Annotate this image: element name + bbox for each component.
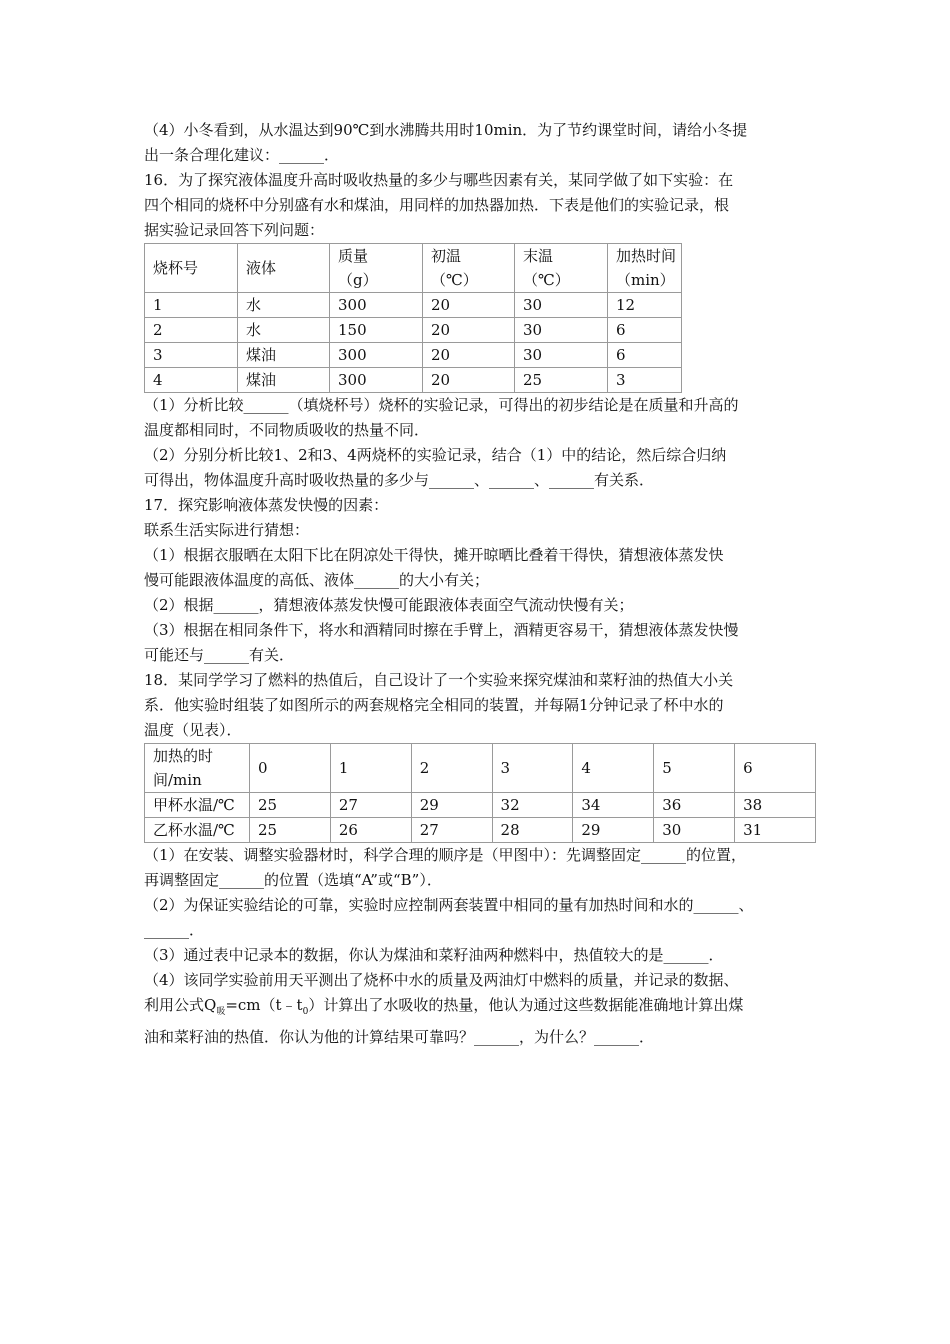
text-line: 可得出，物体温度升高时吸收热量的多少与______、______、______有关系． — [144, 471, 655, 489]
table-row — [145, 793, 816, 818]
table-cell: 27 — [411, 818, 492, 843]
text-line: （3）根据在相同条件下，将水和酒精同时擦在手臂上，酒精更容易干，猜想液体蒸发快慢 — [144, 621, 739, 639]
header-cell: 0 — [250, 744, 331, 793]
header-cell: 2 — [411, 744, 492, 793]
table-cell: 30 — [515, 343, 608, 368]
text-line: 18．某同学学习了燃料的热值后，自己设计了一个实验来探究煤油和菜籽油的热值大小关 — [144, 671, 734, 689]
header-cell: 加热时间 （min） — [608, 244, 682, 293]
table-cell: 32 — [492, 793, 573, 818]
table-cell: 水 — [238, 293, 330, 318]
question-15-4 — [144, 118, 816, 168]
text-line: 温度（见表）． — [144, 721, 242, 739]
table-cell: 25 — [250, 818, 331, 843]
table-cell: 6 — [608, 343, 682, 368]
formula-line: 利用公式$Q_吸=cm(t﹣t_0)$计算出了水吸收的热量，他认为通过这些数据能准确地计算出煤 — [144, 996, 744, 1017]
header-cell: 5 — [654, 744, 735, 793]
table-cell: 3 — [608, 368, 682, 393]
text-line: （1）分析比较______（填烧杯号）烧杯的实验记录，可得出的初步结论是在质量和升高的 — [144, 396, 739, 414]
text-line: 据实验记录回答下列问题： — [144, 221, 325, 239]
table-cell: 150 — [330, 318, 423, 343]
question-16-intro — [144, 168, 816, 243]
text-line: （2）为保证实验结论的可靠，实验时应控制两套装置中相同的量有加热时间和水的______、 — [144, 896, 754, 914]
question-16-sub1 — [144, 393, 816, 443]
table-q18 — [144, 743, 816, 843]
table-cell: 26 — [330, 818, 411, 843]
header-cell: 末温 （℃） — [515, 244, 608, 293]
header-cell: 质量 （g） — [330, 244, 423, 293]
row-label: 乙杯水温/℃ — [145, 818, 250, 843]
text-line: （4）小冬看到，从水温达到90℃到水沸腾共用时10min．为了节约课堂时间，请给小冬提 — [144, 121, 748, 139]
header-cell: 加热的时 间/min — [145, 744, 250, 793]
table-q16 — [144, 243, 682, 393]
table-header-row — [145, 244, 682, 293]
table-cell: 3 — [145, 343, 238, 368]
table-cell: 31 — [735, 818, 816, 843]
text-line: 系．他实验时组装了如图所示的两套规格完全相同的装置，并每隔1分钟记录了杯中水的 — [144, 696, 724, 714]
header-cell: 3 — [492, 744, 573, 793]
table-cell: 12 — [608, 293, 682, 318]
table-cell: 27 — [330, 793, 411, 818]
table-cell: 38 — [735, 793, 816, 818]
table-cell: 300 — [330, 368, 423, 393]
table-cell: 水 — [238, 318, 330, 343]
text-line: 联系生活实际进行猜想： — [144, 521, 310, 539]
question-18-intro — [144, 668, 816, 743]
table-cell: 煤油 — [238, 343, 330, 368]
text-line: 可能还与______有关． — [144, 646, 295, 664]
table-cell: 6 — [608, 318, 682, 343]
table-header-row — [145, 744, 816, 793]
table-cell: 1 — [145, 293, 238, 318]
text-line: （3）通过表中记录本的数据，你认为煤油和菜籽油两种燃料中，热值较大的是______． — [144, 946, 724, 964]
table-cell: 20 — [423, 368, 515, 393]
header-cell: 烧杯号 — [145, 244, 238, 293]
row-label: 甲杯水温/℃ — [145, 793, 250, 818]
table-cell: 300 — [330, 343, 423, 368]
table-cell: 29 — [411, 793, 492, 818]
header-cell: 4 — [573, 744, 654, 793]
text-line: 四个相同的烧杯中分别盛有水和煤油，用同样的加热器加热．下表是他们的实验记录，根 — [144, 196, 730, 214]
header-cell: 1 — [330, 744, 411, 793]
text-line: ______． — [144, 921, 205, 939]
question-18-subs — [144, 843, 816, 1050]
text-line: 16．为了探究液体温度升高时吸收热量的多少与哪些因素有关，某同学做了如下实验：在 — [144, 171, 734, 189]
table-cell: 30 — [515, 318, 608, 343]
table-cell: 30 — [515, 293, 608, 318]
text-line: 出一条合理化建议：______． — [144, 146, 340, 164]
text-line: （1）在安装、调整实验器材时，科学合理的顺序是（甲图中）：先调整固定______的位置， — [144, 846, 747, 864]
text-line: 温度都相同时，不同物质吸收的热量不同． — [144, 421, 430, 439]
table-cell: 20 — [423, 343, 515, 368]
table-row — [145, 818, 816, 843]
question-title: 17．探究影响液体蒸发快慢的因素： — [144, 496, 389, 514]
table-row — [145, 343, 682, 368]
table-row — [145, 318, 682, 343]
table-cell: 20 — [423, 293, 515, 318]
header-cell: 6 — [735, 744, 816, 793]
table-cell: 煤油 — [238, 368, 330, 393]
header-cell: 液体 — [238, 244, 330, 293]
question-16-sub2 — [144, 443, 816, 493]
header-cell: 初温 （℃） — [423, 244, 515, 293]
text-line: 油和菜籽油的热值．你认为他的计算结果可靠吗？______，为什么？______． — [144, 1028, 655, 1046]
table-cell: 4 — [145, 368, 238, 393]
table-cell: 30 — [654, 818, 735, 843]
text-line: （1）根据衣服晒在太阳下比在阴凉处干得快，摊开晾晒比叠着干得快，猜想液体蒸发快 — [144, 546, 724, 564]
question-17 — [144, 493, 816, 668]
table-cell: 34 — [573, 793, 654, 818]
table-cell: 28 — [492, 818, 573, 843]
table-row — [145, 293, 682, 318]
document-page — [144, 118, 816, 1050]
table-cell: 29 — [573, 818, 654, 843]
text-line: （2）根据______，猜想液体蒸发快慢可能跟液体表面空气流动快慢有关； — [144, 596, 634, 614]
table-cell: 2 — [145, 318, 238, 343]
text-line: 再调整固定______的位置（选填“A”或“B”）． — [144, 871, 442, 889]
text-line: 慢可能跟液体温度的高低、液体______的大小有关； — [144, 571, 490, 589]
text-line: （4）该同学实验前用天平测出了烧杯中水的质量及两油灯中燃料的质量，并记录的数据、 — [144, 971, 739, 989]
table-cell: 300 — [330, 293, 423, 318]
table-row — [145, 368, 682, 393]
text-line: （2）分别分析比较1、2和3、4两烧杯的实验记录，结合（1）中的结论，然后综合归纳 — [144, 446, 727, 464]
table-cell: 20 — [423, 318, 515, 343]
table-cell: 25 — [515, 368, 608, 393]
table-cell: 25 — [250, 793, 331, 818]
table-cell: 36 — [654, 793, 735, 818]
